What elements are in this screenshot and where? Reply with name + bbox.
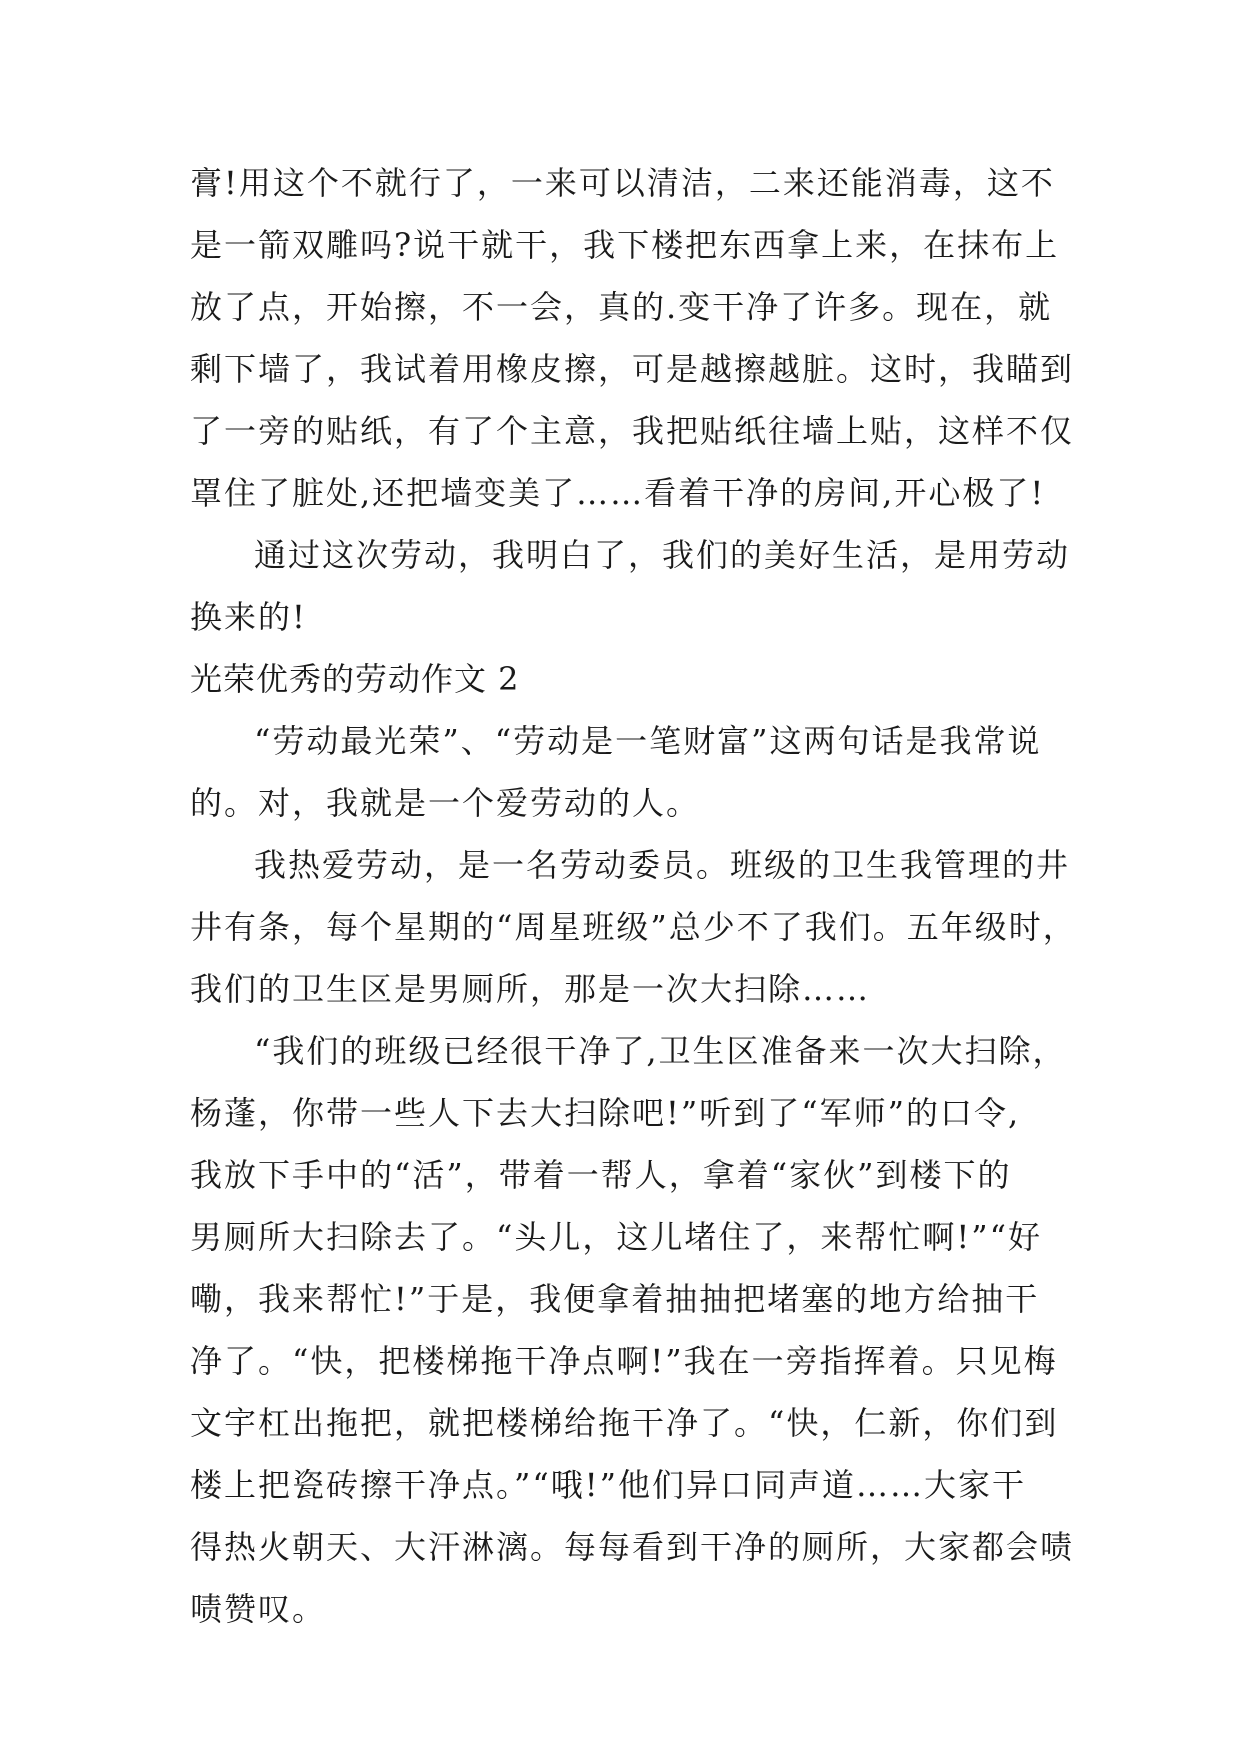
text-line: 的。对，我就是一个爱劳动的人。 bbox=[190, 784, 701, 822]
text-line: 嘞，我来帮忙!”于是，我便拿着抽抽把堵塞的地方给抽干 bbox=[190, 1280, 1040, 1318]
text-line: 是一箭双雕吗?说干就干，我下楼把东西拿上来，在抹布上 bbox=[190, 226, 1060, 264]
document-body bbox=[190, 160, 1077, 1648]
text-line: 换来的! bbox=[190, 598, 307, 636]
text-line: 罩住了脏处,还把墙变美了……看着干净的房间,开心极了! bbox=[190, 474, 1046, 512]
paragraph-first-line: 通过这次劳动，我明白了，我们的美好生活，是用劳动 bbox=[254, 536, 1071, 574]
text-line: 放了点，开始擦，不一会，真的.变干净了许多。现在，就 bbox=[190, 288, 1053, 326]
text-line: 了一旁的贴纸，有了个主意，我把贴纸往墙上贴，这样不仅 bbox=[190, 412, 1075, 450]
text-line: 杨蓬，你带一些人下去大扫除吧!”听到了“军师”的口令, bbox=[190, 1094, 1021, 1132]
paragraph-first-line: “劳动最光荣”、“劳动是一笔财富”这两句话是我常说 bbox=[254, 722, 1042, 760]
text-line: 楼上把瓷砖擦干净点。”“哦!”他们异口同声道……大家干 bbox=[190, 1466, 1026, 1504]
text-line: 剩下墙了，我试着用橡皮擦，可是越擦越脏。这时，我瞄到 bbox=[190, 350, 1075, 388]
text-line: 净了。“快，把楼梯拖干净点啊!”我在一旁指挥着。只见梅 bbox=[190, 1342, 1058, 1380]
text-line: 膏!用这个不就行了，一来可以清洁，二来还能消毒，这不 bbox=[190, 164, 1055, 202]
section-heading: 光荣优秀的劳动作文 2 bbox=[190, 660, 520, 698]
paragraph-first-line: 我热爱劳动，是一名劳动委员。班级的卫生我管理的井 bbox=[254, 846, 1071, 884]
text-line: 我们的卫生区是男厕所，那是一次大扫除…… bbox=[190, 970, 871, 1008]
paragraph-first-line: “我们的班级已经很干净了,卫生区准备来一次大扫除， bbox=[254, 1032, 1067, 1070]
text-line: 啧赞叹。 bbox=[190, 1590, 327, 1628]
text-line: 我放下手中的“活”，带着一帮人，拿着“家伙”到楼下的 bbox=[190, 1156, 1012, 1194]
text-line: 男厕所大扫除去了。“头儿，这儿堵住了，来帮忙啊!”“好 bbox=[190, 1218, 1042, 1256]
text-line: 文宇杠出拖把，就把楼梯给拖干净了。“快，仁新，你们到 bbox=[190, 1404, 1059, 1442]
text-line: 得热火朝天、大汗淋漓。每每看到干净的厕所，大家都会啧 bbox=[190, 1528, 1075, 1566]
text-line: 井有条，每个星期的“周星班级”总少不了我们。五年级时， bbox=[190, 908, 1077, 946]
